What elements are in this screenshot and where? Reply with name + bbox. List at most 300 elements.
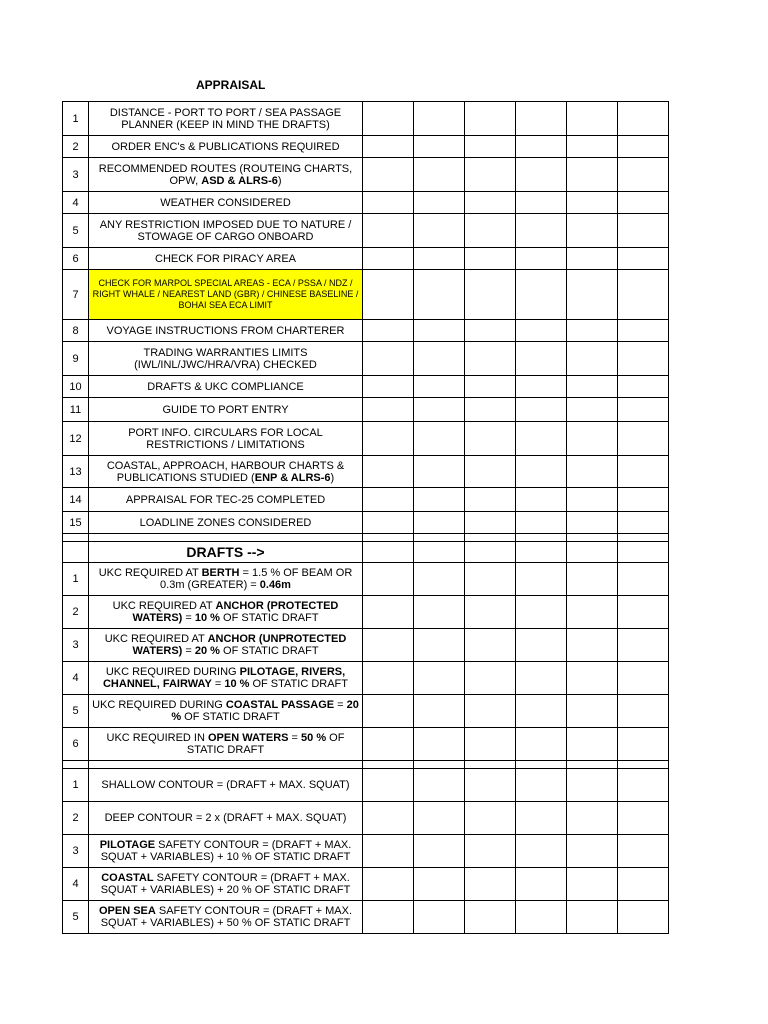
check-cell[interactable]	[363, 488, 414, 512]
table-row	[63, 868, 669, 901]
bold-text: ANCHOR (UNPROTECTED WATERS)	[132, 633, 347, 657]
item-description	[89, 901, 363, 934]
check-cell[interactable]	[618, 662, 669, 695]
bold-text: PILOTAGE	[99, 839, 156, 851]
row-number: 6	[63, 728, 89, 761]
row-number: 13	[63, 456, 89, 488]
check-cell[interactable]	[465, 695, 516, 728]
row-number: 11	[63, 398, 89, 422]
check-cell[interactable]	[414, 136, 465, 158]
text: SAFETY CONTOUR = (DRAFT + MAX. SQUAT + VARIABLES) + 20 % OF STATIC DRAFT	[100, 872, 351, 896]
check-cell[interactable]	[363, 629, 414, 662]
table-row	[63, 901, 669, 934]
row-number: 9	[63, 342, 89, 376]
check-cell[interactable]	[363, 158, 414, 192]
check-cell[interactable]	[516, 488, 567, 512]
item-description	[89, 629, 363, 662]
bold-text: ENP & ALRS-6	[254, 471, 331, 484]
check-cell[interactable]	[618, 629, 669, 662]
text: CHECK FOR MARPOL SPECIAL AREAS - ECA / PSSA / NDZ / RIGHT WHALE / NEAREST LAND (GBR) / CHINESE BASELINE / BOHAI SEA ECA LIMIT	[92, 278, 359, 310]
text: UKC REQUIRED DURING	[105, 666, 240, 678]
check-cell[interactable]	[414, 158, 465, 192]
check-cell[interactable]	[567, 802, 618, 835]
check-cell[interactable]	[618, 398, 669, 422]
check-cell[interactable]	[363, 136, 414, 158]
check-cell[interactable]	[465, 596, 516, 629]
check-cell[interactable]	[618, 563, 669, 596]
item-description	[89, 456, 363, 488]
check-cell[interactable]	[618, 102, 669, 136]
check-cell[interactable]	[414, 376, 465, 398]
text: =	[182, 612, 195, 624]
row-number: 5	[63, 695, 89, 728]
page-title: APPRAISAL	[196, 78, 266, 92]
item-description	[89, 835, 363, 868]
check-cell[interactable]	[363, 563, 414, 596]
item-description	[89, 214, 363, 248]
item-description	[89, 695, 363, 728]
check-cell[interactable]	[465, 136, 516, 158]
check-cell[interactable]	[618, 422, 669, 456]
check-cell[interactable]	[567, 214, 618, 248]
check-cell[interactable]	[516, 662, 567, 695]
check-cell[interactable]	[465, 868, 516, 901]
check-cell[interactable]	[414, 102, 465, 136]
check-cell[interactable]	[516, 158, 567, 192]
check-cell[interactable]	[516, 456, 567, 488]
bold-text: OPEN SEA	[98, 905, 156, 917]
check-cell[interactable]	[414, 835, 465, 868]
text: UKC REQUIRED DURING	[92, 699, 226, 711]
check-cell[interactable]	[465, 102, 516, 136]
check-cell[interactable]	[567, 596, 618, 629]
text: UKC REQUIRED IN	[106, 732, 208, 744]
row-number: 3	[63, 158, 89, 192]
check-cell[interactable]	[363, 695, 414, 728]
text: RECOMMENDED ROUTES (ROUTEING CHARTS, OPW,	[98, 162, 353, 187]
check-cell[interactable]	[567, 456, 618, 488]
text: SHALLOW CONTOUR = (DRAFT + MAX. SQUAT)	[101, 779, 350, 791]
check-cell[interactable]	[516, 563, 567, 596]
text: =	[211, 678, 225, 690]
row-number: 3	[63, 835, 89, 868]
bold-text: PILOTAGE, RIVERS, CHANNEL, FAIRWAY	[102, 666, 346, 690]
row-number: 5	[63, 214, 89, 248]
text: VOYAGE INSTRUCTIONS FROM CHARTERER	[106, 324, 345, 337]
row-number: 4	[63, 868, 89, 901]
check-cell[interactable]	[567, 868, 618, 901]
check-cell[interactable]	[567, 512, 618, 534]
check-cell[interactable]	[618, 769, 669, 802]
check-cell[interactable]	[465, 835, 516, 868]
check-cell[interactable]	[465, 629, 516, 662]
check-cell[interactable]	[618, 248, 669, 270]
check-cell[interactable]	[567, 136, 618, 158]
check-cell[interactable]	[414, 192, 465, 214]
text: OF STATIC DRAFT	[219, 612, 319, 624]
check-cell[interactable]	[465, 542, 516, 563]
text: TRADING WARRANTIES LIMITS (IWL/INL/JWC/HRA/VRA) CHECKED	[134, 346, 317, 371]
check-cell[interactable]	[363, 320, 414, 342]
row-number: 5	[63, 901, 89, 934]
table-row	[63, 662, 669, 695]
check-cell[interactable]	[618, 136, 669, 158]
check-cell[interactable]	[567, 901, 618, 934]
row-number: 4	[63, 662, 89, 695]
text: SAFETY CONTOUR = (DRAFT + MAX. SQUAT + VARIABLES) + 10 % OF STATIC DRAFT	[100, 839, 352, 863]
check-cell[interactable]	[516, 512, 567, 534]
check-cell[interactable]	[618, 270, 669, 320]
row-number: 1	[63, 563, 89, 596]
check-cell[interactable]	[414, 270, 465, 320]
check-cell[interactable]	[465, 398, 516, 422]
check-cell[interactable]	[414, 542, 465, 563]
text: UKC REQUIRED AT	[98, 567, 202, 579]
check-cell[interactable]	[414, 488, 465, 512]
check-cell[interactable]	[516, 376, 567, 398]
item-description	[89, 422, 363, 456]
check-cell[interactable]	[465, 158, 516, 192]
check-cell[interactable]	[414, 769, 465, 802]
check-cell[interactable]	[516, 835, 567, 868]
check-cell[interactable]	[414, 422, 465, 456]
table-row	[63, 342, 669, 376]
table-row	[63, 248, 669, 270]
row-number: 1	[63, 769, 89, 802]
check-cell[interactable]	[516, 320, 567, 342]
check-cell[interactable]	[516, 102, 567, 136]
spacer-cell	[414, 534, 465, 542]
check-cell[interactable]	[414, 596, 465, 629]
check-cell[interactable]	[567, 342, 618, 376]
check-cell[interactable]	[363, 596, 414, 629]
check-cell[interactable]	[465, 512, 516, 534]
check-cell[interactable]	[363, 456, 414, 488]
bold-text: 20 %	[194, 645, 220, 657]
check-cell[interactable]	[567, 102, 618, 136]
check-cell[interactable]	[567, 320, 618, 342]
check-cell[interactable]	[414, 868, 465, 901]
text: SAFETY CONTOUR = (DRAFT + MAX. SQUAT + VARIABLES) + 50 % OF STATIC DRAFT	[100, 905, 353, 929]
bold-text: BERTH	[201, 567, 240, 579]
row-number: 3	[63, 629, 89, 662]
check-cell[interactable]	[516, 248, 567, 270]
check-cell[interactable]	[516, 769, 567, 802]
check-cell[interactable]	[618, 376, 669, 398]
check-cell[interactable]	[567, 695, 618, 728]
check-cell[interactable]	[465, 248, 516, 270]
bold-text: 10 %	[224, 678, 250, 690]
check-cell[interactable]	[465, 214, 516, 248]
check-cell[interactable]	[363, 901, 414, 934]
item-description	[89, 398, 363, 422]
check-cell[interactable]	[465, 802, 516, 835]
item-description	[89, 270, 363, 320]
bold-text: OPEN WATERS	[208, 732, 289, 744]
spacer-cell	[567, 534, 618, 542]
check-cell[interactable]	[363, 802, 414, 835]
text: DEEP CONTOUR = 2 x (DRAFT + MAX. SQUAT)	[104, 812, 347, 824]
item-description	[89, 192, 363, 214]
check-cell[interactable]	[567, 662, 618, 695]
check-cell[interactable]	[567, 629, 618, 662]
check-cell[interactable]	[516, 695, 567, 728]
check-cell[interactable]	[465, 901, 516, 934]
check-cell[interactable]	[363, 422, 414, 456]
check-cell[interactable]	[363, 342, 414, 376]
item-description	[89, 136, 363, 158]
check-cell[interactable]	[516, 901, 567, 934]
check-cell[interactable]	[567, 488, 618, 512]
row-number: 14	[63, 488, 89, 512]
spacer-cell	[465, 761, 516, 769]
check-cell[interactable]	[465, 563, 516, 596]
check-cell[interactable]	[465, 342, 516, 376]
check-cell[interactable]	[618, 456, 669, 488]
check-cell[interactable]	[414, 802, 465, 835]
check-cell[interactable]	[363, 512, 414, 534]
check-cell[interactable]	[516, 270, 567, 320]
table-row	[63, 629, 669, 662]
table-row	[63, 835, 669, 868]
row-number: 8	[63, 320, 89, 342]
text: )	[277, 174, 282, 187]
bold-text: 20 %	[171, 699, 359, 723]
check-cell[interactable]	[618, 512, 669, 534]
check-cell[interactable]	[618, 868, 669, 901]
check-cell[interactable]	[363, 248, 414, 270]
check-cell[interactable]	[516, 214, 567, 248]
text: = 1.5 % OF BEAM OR 0.3m (GREATER) =	[160, 567, 353, 591]
row-number: 2	[63, 136, 89, 158]
text: CHECK FOR PIRACY AREA	[155, 252, 296, 265]
check-cell[interactable]	[516, 596, 567, 629]
text: WEATHER CONSIDERED	[160, 196, 291, 209]
check-cell[interactable]	[618, 728, 669, 761]
check-cell[interactable]	[618, 192, 669, 214]
table-row	[63, 728, 669, 761]
check-cell[interactable]	[567, 398, 618, 422]
bold-text: COASTAL PASSAGE	[225, 699, 335, 711]
row-number: 7	[63, 270, 89, 320]
check-cell[interactable]	[618, 802, 669, 835]
check-cell[interactable]	[465, 422, 516, 456]
item-description	[89, 512, 363, 534]
check-cell[interactable]	[363, 214, 414, 248]
row-number: 6	[63, 248, 89, 270]
check-cell[interactable]	[465, 769, 516, 802]
item-description	[89, 342, 363, 376]
check-cell[interactable]	[414, 629, 465, 662]
check-cell[interactable]	[363, 270, 414, 320]
table-row	[63, 376, 669, 398]
text: )	[330, 471, 335, 484]
item-description	[89, 248, 363, 270]
check-cell[interactable]	[516, 868, 567, 901]
check-cell[interactable]	[618, 214, 669, 248]
table-row	[63, 214, 669, 248]
check-cell[interactable]	[465, 270, 516, 320]
table-row	[63, 802, 669, 835]
check-cell[interactable]	[567, 376, 618, 398]
check-cell[interactable]	[363, 192, 414, 214]
check-cell[interactable]	[516, 422, 567, 456]
text: APPRAISAL FOR TEC-25 COMPLETED	[125, 493, 326, 506]
check-cell[interactable]	[465, 320, 516, 342]
table-row	[63, 563, 669, 596]
check-cell[interactable]	[567, 835, 618, 868]
check-cell[interactable]	[363, 769, 414, 802]
table-row	[63, 488, 669, 512]
spacer-cell	[618, 534, 669, 542]
check-cell[interactable]	[363, 662, 414, 695]
check-cell[interactable]	[516, 629, 567, 662]
drafts-header: DRAFTS -->	[89, 542, 363, 563]
check-cell[interactable]	[567, 769, 618, 802]
check-cell[interactable]	[414, 901, 465, 934]
table-row	[63, 158, 669, 192]
appraisal-table-body	[63, 102, 669, 934]
text: OF STATIC DRAFT	[186, 732, 345, 756]
table-row	[63, 136, 669, 158]
check-cell[interactable]	[414, 728, 465, 761]
spacer-cell	[516, 534, 567, 542]
text: OF STATIC DRAFT	[219, 645, 319, 657]
spacer-cell	[414, 761, 465, 769]
check-cell[interactable]	[618, 596, 669, 629]
bold-text: 0.46m	[259, 579, 291, 591]
check-cell[interactable]	[516, 342, 567, 376]
check-cell[interactable]	[414, 662, 465, 695]
table-row	[63, 102, 669, 136]
row-number	[63, 542, 89, 563]
row-number: 2	[63, 596, 89, 629]
check-cell[interactable]	[363, 868, 414, 901]
appraisal-table	[62, 101, 669, 934]
check-cell[interactable]	[567, 192, 618, 214]
check-cell[interactable]	[414, 695, 465, 728]
check-cell[interactable]	[618, 488, 669, 512]
spacer-cell	[89, 534, 363, 542]
table-row	[63, 456, 669, 488]
check-cell[interactable]	[567, 542, 618, 563]
row-number: 10	[63, 376, 89, 398]
table-row	[63, 422, 669, 456]
check-cell[interactable]	[363, 728, 414, 761]
bold-text: COASTAL	[101, 872, 154, 884]
check-cell[interactable]	[414, 248, 465, 270]
check-cell[interactable]	[516, 542, 567, 563]
text: LOADLINE ZONES CONSIDERED	[139, 516, 312, 529]
check-cell[interactable]	[618, 542, 669, 563]
text: OF STATIC DRAFT	[181, 711, 280, 723]
check-cell[interactable]	[618, 342, 669, 376]
check-cell[interactable]	[414, 563, 465, 596]
check-cell[interactable]	[363, 398, 414, 422]
item-description	[89, 102, 363, 136]
text: =	[288, 732, 302, 744]
text: UKC REQUIRED AT	[104, 633, 208, 645]
check-cell[interactable]	[618, 901, 669, 934]
item-description	[89, 320, 363, 342]
check-cell[interactable]	[567, 422, 618, 456]
text: COASTAL, APPROACH, HARBOUR CHARTS & PUBLICATIONS STUDIED (	[106, 459, 345, 484]
check-cell[interactable]	[618, 158, 669, 192]
text: ORDER ENC's & PUBLICATIONS REQUIRED	[111, 140, 340, 153]
check-cell[interactable]	[363, 102, 414, 136]
bold-text: ASD & ALRS-6	[201, 174, 278, 187]
item-description	[89, 802, 363, 835]
spacer-cell	[63, 761, 89, 769]
check-cell[interactable]	[465, 456, 516, 488]
bold-text: ANCHOR (PROTECTED WATERS)	[132, 600, 339, 624]
spacer-cell	[363, 761, 414, 769]
check-cell[interactable]	[414, 320, 465, 342]
check-cell[interactable]	[363, 835, 414, 868]
check-cell[interactable]	[414, 512, 465, 534]
check-cell[interactable]	[516, 192, 567, 214]
check-cell[interactable]	[567, 248, 618, 270]
check-cell[interactable]	[465, 728, 516, 761]
table-row	[63, 320, 669, 342]
row-number: 15	[63, 512, 89, 534]
check-cell[interactable]	[414, 342, 465, 376]
check-cell[interactable]	[516, 728, 567, 761]
row-number: 12	[63, 422, 89, 456]
spacer-cell	[363, 534, 414, 542]
row-number: 1	[63, 102, 89, 136]
table-row	[63, 769, 669, 802]
check-cell[interactable]	[414, 398, 465, 422]
row-number: 2	[63, 802, 89, 835]
check-cell[interactable]	[516, 136, 567, 158]
table-row	[63, 192, 669, 214]
check-cell[interactable]	[567, 270, 618, 320]
check-cell[interactable]	[567, 158, 618, 192]
check-cell[interactable]	[465, 662, 516, 695]
check-cell[interactable]	[618, 695, 669, 728]
item-description	[89, 769, 363, 802]
check-cell[interactable]	[567, 728, 618, 761]
item-description	[89, 158, 363, 192]
check-cell[interactable]	[618, 835, 669, 868]
check-cell[interactable]	[567, 563, 618, 596]
check-cell[interactable]	[516, 398, 567, 422]
text: DISTANCE - PORT TO PORT / SEA PASSAGE PLANNER (KEEP IN MIND THE DRAFTS)	[109, 106, 342, 131]
check-cell[interactable]	[465, 488, 516, 512]
spacer-row	[63, 761, 669, 769]
check-cell[interactable]	[363, 542, 414, 563]
check-cell[interactable]	[414, 456, 465, 488]
bold-text: 10 %	[194, 612, 220, 624]
check-cell[interactable]	[465, 376, 516, 398]
item-description	[89, 488, 363, 512]
table-row	[63, 270, 669, 320]
text: DRAFTS & UKC COMPLIANCE	[147, 380, 304, 393]
item-description	[89, 662, 363, 695]
table-row	[63, 596, 669, 629]
text: PORT INFO. CIRCULARS FOR LOCAL RESTRICTIONS / LIMITATIONS	[128, 426, 323, 451]
item-description	[89, 563, 363, 596]
check-cell[interactable]	[414, 214, 465, 248]
check-cell[interactable]	[516, 802, 567, 835]
check-cell[interactable]	[618, 320, 669, 342]
check-cell[interactable]	[363, 376, 414, 398]
check-cell[interactable]	[465, 192, 516, 214]
item-description	[89, 728, 363, 761]
text: ANY RESTRICTION IMPOSED DUE TO NATURE / STOWAGE OF CARGO ONBOARD	[99, 218, 352, 243]
spacer-cell	[567, 761, 618, 769]
